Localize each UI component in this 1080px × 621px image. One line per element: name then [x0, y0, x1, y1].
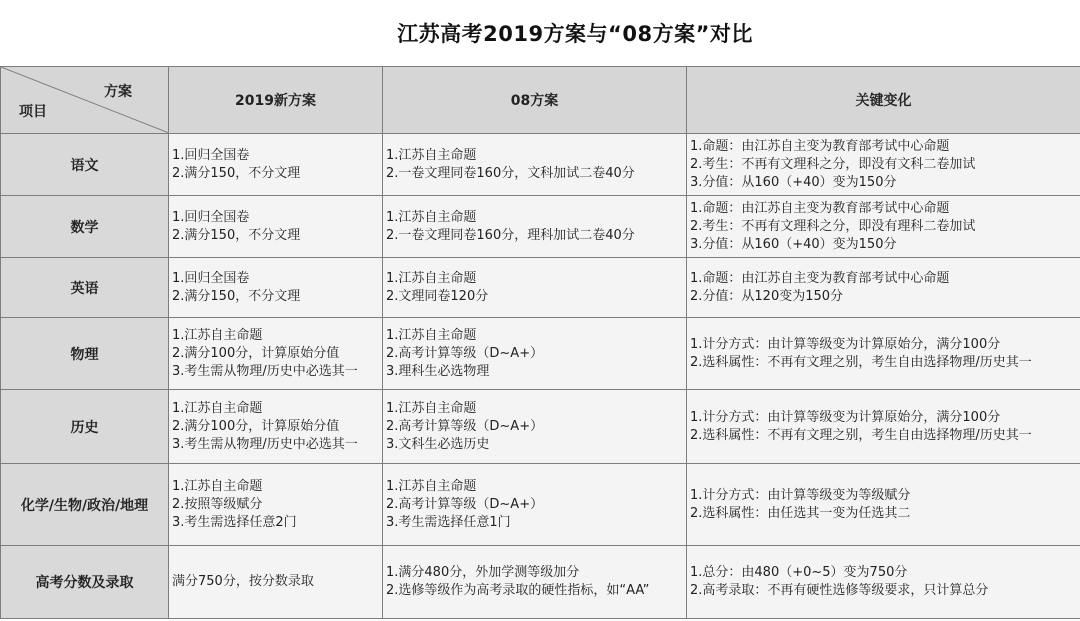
cell-line: 3.理科生必选物理	[386, 363, 490, 379]
change-scheme-cell	[687, 258, 1080, 318]
cell-line: 2.高考录取：不再有硬性选修等级要求，只计算总分	[690, 583, 989, 598]
cell-line: 3.分值：从160（+40）变为150分	[690, 174, 897, 190]
cell-line: 2.选科属性：不再有文理之别，考生自由选择物理/历史其一	[690, 427, 1032, 443]
change-scheme-cell	[687, 464, 1080, 546]
cell-line: 1.回归全国卷	[172, 147, 250, 163]
new-scheme-cell	[169, 196, 383, 258]
cell-line: 1.江苏自主命题	[172, 400, 263, 416]
table-row	[1, 134, 1080, 196]
cell-line: 1.江苏自主命题	[386, 327, 477, 343]
cell-line: 2.考生：不再有文理科之分，即没有文科二卷加试	[690, 156, 976, 172]
cell-line: 1.计分方式：由计算等级变为计算原始分，满分100分	[690, 409, 1001, 425]
cell-line: 2.选修等级作为高考录取的硬性指标，如“AA”	[386, 583, 650, 598]
corner-label-scheme: 方案	[104, 84, 132, 100]
change-scheme-cell	[687, 318, 1080, 390]
change-scheme-cell	[687, 546, 1080, 619]
cell-line: 1.计分方式：由计算等级变为等级赋分	[690, 487, 911, 503]
old-scheme-cell	[383, 134, 687, 196]
subject-cell: 化学/生物/政治/地理	[1, 464, 169, 546]
corner-header-cell	[1, 67, 169, 134]
cell-line: 2.按照等级赋分	[172, 496, 263, 512]
change-scheme-cell	[687, 390, 1080, 464]
cell-line: 1.命题：由江苏自主变为教育部考试中心命题	[690, 138, 950, 154]
table-body	[1, 134, 1080, 619]
old-scheme-cell	[383, 196, 687, 258]
subject-cell: 高考分数及录取	[1, 546, 169, 619]
header-new-scheme: 2019新方案	[169, 67, 383, 134]
header-key-changes: 关键变化	[687, 67, 1080, 134]
new-scheme-cell	[169, 134, 383, 196]
cell-line: 1.回归全国卷	[172, 270, 250, 286]
new-scheme-cell	[169, 258, 383, 318]
diagonal-divider	[1, 67, 169, 133]
new-scheme-cell	[169, 464, 383, 546]
cell-line: 2.满分150，不分文理	[172, 227, 301, 243]
table-row	[1, 546, 1080, 619]
header-row	[1, 67, 1080, 134]
cell-line: 3.分值：从160（+40）变为150分	[690, 236, 897, 252]
comparison-table	[0, 66, 1080, 619]
cell-line: 1.总分：由480（+0~5）变为750分	[690, 565, 908, 580]
subject-cell: 数学	[1, 196, 169, 258]
subject-cell: 物理	[1, 318, 169, 390]
cell-line: 2.满分150，不分文理	[172, 165, 301, 181]
old-scheme-cell	[383, 464, 687, 546]
cell-line: 2.选科属性：不再有文理之别，考生自由选择物理/历史其一	[690, 354, 1032, 370]
table-row	[1, 464, 1080, 546]
cell-line: 1.命题：由江苏自主变为教育部考试中心命题	[690, 200, 950, 216]
new-scheme-cell	[169, 318, 383, 390]
cell-line: 1.江苏自主命题	[172, 478, 263, 494]
corner-label-item: 项目	[19, 104, 47, 120]
cell-line: 1.江苏自主命题	[172, 327, 263, 343]
new-scheme-cell	[169, 546, 383, 619]
page-title: 江苏高考2019方案与“08方案”对比	[397, 22, 753, 46]
cell-line: 3.考生需从物理/历史中必选其一	[172, 436, 358, 452]
old-scheme-cell	[383, 546, 687, 619]
cell-line: 1.江苏自主命题	[386, 400, 477, 416]
change-scheme-cell	[687, 134, 1080, 196]
cell-line: 2.满分100分，计算原始分值	[172, 345, 340, 361]
cell-line: 1.江苏自主命题	[386, 209, 477, 225]
subject-cell: 英语	[1, 258, 169, 318]
cell-line: 1.计分方式：由计算等级变为计算原始分，满分100分	[690, 336, 1001, 352]
cell-line: 1.江苏自主命题	[386, 270, 477, 286]
cell-line: 2.文理同卷120分	[386, 288, 489, 304]
cell-line: 2.考生：不再有文理科之分，即没有理科二卷加试	[690, 218, 976, 234]
table-row	[1, 258, 1080, 318]
cell-line: 1.江苏自主命题	[386, 147, 477, 163]
title-bar	[0, 0, 1080, 66]
header-08-scheme: 08方案	[383, 67, 687, 134]
old-scheme-cell	[383, 318, 687, 390]
old-scheme-cell	[383, 258, 687, 318]
cell-line: 3.文科生必选历史	[386, 436, 490, 452]
cell-line: 2.高考计算等级（D~A+）	[386, 345, 544, 361]
cell-line: 1.回归全国卷	[172, 209, 250, 225]
cell-line: 2.满分150，不分文理	[172, 288, 301, 304]
cell-line: 满分750分，按分数录取	[172, 574, 314, 589]
cell-line: 2.满分100分，计算原始分值	[172, 418, 340, 434]
cell-line: 1.命题：由江苏自主变为教育部考试中心命题	[690, 270, 950, 286]
cell-line: 2.选科属性：由任选其一变为任选其二	[690, 505, 911, 521]
cell-line: 3.考生需选择任意2门	[172, 514, 297, 530]
cell-line: 3.考生需选择任意1门	[386, 514, 511, 530]
cell-line: 2.高考计算等级（D~A+）	[386, 418, 544, 434]
cell-line: 2.一卷文理同卷160分，理科加试二卷40分	[386, 227, 635, 243]
cell-line: 2.高考计算等级（D~A+）	[386, 496, 544, 512]
new-scheme-cell	[169, 390, 383, 464]
cell-line: 1.满分480分，外加学测等级加分	[386, 565, 580, 580]
old-scheme-cell	[383, 390, 687, 464]
cell-line: 2.一卷文理同卷160分，文科加试二卷40分	[386, 165, 635, 181]
cell-line: 2.分值：从120变为150分	[690, 288, 844, 304]
subject-cell: 历史	[1, 390, 169, 464]
cell-line: 3.考生需从物理/历史中必选其一	[172, 363, 358, 379]
table-row	[1, 318, 1080, 390]
change-scheme-cell	[687, 196, 1080, 258]
cell-line: 1.江苏自主命题	[386, 478, 477, 494]
subject-cell: 语文	[1, 134, 169, 196]
table-row	[1, 196, 1080, 258]
table-row	[1, 390, 1080, 464]
